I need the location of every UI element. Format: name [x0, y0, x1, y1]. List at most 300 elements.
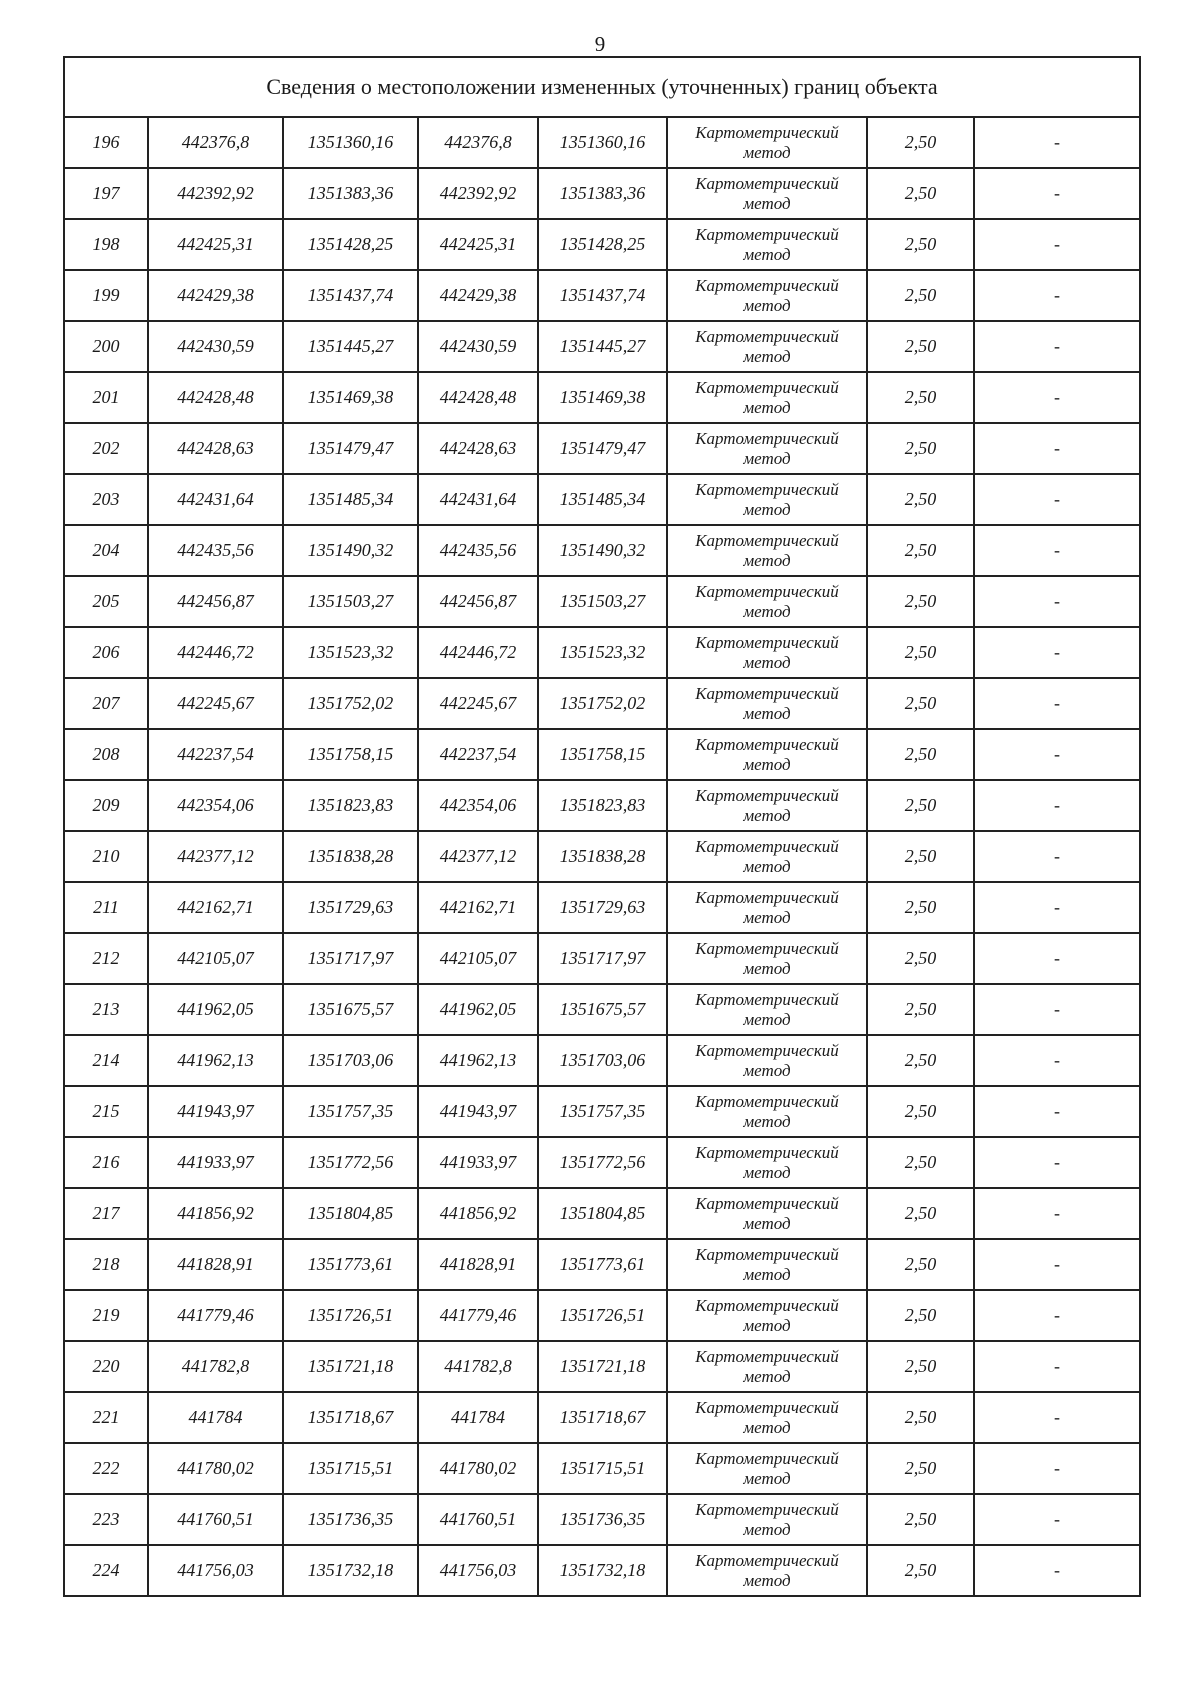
table-row	[64, 1137, 1140, 1188]
method-line-1: Картометрический	[695, 1550, 839, 1570]
method-line-2: метод	[743, 805, 791, 825]
new-y-cell: 1351675,57	[538, 984, 667, 1035]
old-y-cell: 1351757,35	[283, 1086, 418, 1137]
old-x-cell: 441760,51	[148, 1494, 283, 1545]
method-line-1: Картометрический	[695, 479, 839, 499]
new-y-cell: 1351732,18	[538, 1545, 667, 1596]
point-number-cell: 202	[64, 423, 148, 474]
precision-cell: 2,50	[867, 627, 974, 678]
new-y-cell: 1351445,27	[538, 321, 667, 372]
old-y-cell: 1351675,57	[283, 984, 418, 1035]
table-row	[64, 525, 1140, 576]
method-line-1: Картометрический	[695, 989, 839, 1009]
point-number-cell: 203	[64, 474, 148, 525]
method-cell	[667, 984, 867, 1035]
new-y-cell: 1351437,74	[538, 270, 667, 321]
note-cell: -	[974, 1239, 1140, 1290]
note-cell: -	[974, 1494, 1140, 1545]
method-cell	[667, 1086, 867, 1137]
new-x-cell: 441943,97	[418, 1086, 538, 1137]
point-number-cell: 213	[64, 984, 148, 1035]
old-y-cell: 1351523,32	[283, 627, 418, 678]
old-x-cell: 442425,31	[148, 219, 283, 270]
table-row	[64, 474, 1140, 525]
table-row	[64, 372, 1140, 423]
old-y-cell: 1351717,97	[283, 933, 418, 984]
old-y-cell: 1351804,85	[283, 1188, 418, 1239]
new-y-cell: 1351721,18	[538, 1341, 667, 1392]
old-y-cell: 1351445,27	[283, 321, 418, 372]
old-y-cell: 1351715,51	[283, 1443, 418, 1494]
note-cell: -	[974, 729, 1140, 780]
note-cell: -	[974, 933, 1140, 984]
new-y-cell: 1351757,35	[538, 1086, 667, 1137]
precision-cell: 2,50	[867, 1392, 974, 1443]
precision-cell: 2,50	[867, 525, 974, 576]
point-number-cell: 204	[64, 525, 148, 576]
old-x-cell: 441933,97	[148, 1137, 283, 1188]
new-y-cell: 1351469,38	[538, 372, 667, 423]
note-cell: -	[974, 474, 1140, 525]
new-y-cell: 1351823,83	[538, 780, 667, 831]
method-line-2: метод	[743, 703, 791, 723]
old-y-cell: 1351718,67	[283, 1392, 418, 1443]
note-cell: -	[974, 372, 1140, 423]
point-number-cell: 201	[64, 372, 148, 423]
page-number: 9	[594, 32, 606, 56]
table-title: Сведения о местоположении измененных (уточненных) границ объекта	[64, 57, 1140, 117]
precision-cell: 2,50	[867, 270, 974, 321]
method-line-1: Картометрический	[695, 122, 839, 142]
precision-cell: 2,50	[867, 882, 974, 933]
old-x-cell: 441782,8	[148, 1341, 283, 1392]
old-y-cell: 1351485,34	[283, 474, 418, 525]
method-line-1: Картометрический	[695, 1244, 839, 1264]
table-row	[64, 1086, 1140, 1137]
method-cell	[667, 1392, 867, 1443]
table-row	[64, 780, 1140, 831]
old-x-cell: 442377,12	[148, 831, 283, 882]
note-cell: -	[974, 780, 1140, 831]
table-row	[64, 1290, 1140, 1341]
old-y-cell: 1351758,15	[283, 729, 418, 780]
point-number-cell: 200	[64, 321, 148, 372]
note-cell: -	[974, 423, 1140, 474]
table-row	[64, 1494, 1140, 1545]
table-row	[64, 168, 1140, 219]
note-cell: -	[974, 984, 1140, 1035]
method-line-1: Картометрический	[695, 1397, 839, 1417]
method-line-2: метод	[743, 1315, 791, 1335]
method-cell	[667, 1290, 867, 1341]
old-x-cell: 442428,48	[148, 372, 283, 423]
method-cell	[667, 627, 867, 678]
precision-cell: 2,50	[867, 1086, 974, 1137]
table-row	[64, 627, 1140, 678]
note-cell: -	[974, 117, 1140, 168]
method-cell	[667, 729, 867, 780]
new-x-cell: 441962,05	[418, 984, 538, 1035]
method-line-1: Картометрический	[695, 1499, 839, 1519]
old-y-cell: 1351360,16	[283, 117, 418, 168]
method-line-2: метод	[743, 1009, 791, 1029]
precision-cell: 2,50	[867, 168, 974, 219]
new-y-cell: 1351383,36	[538, 168, 667, 219]
new-x-cell: 442429,38	[418, 270, 538, 321]
precision-cell: 2,50	[867, 474, 974, 525]
old-x-cell: 441962,13	[148, 1035, 283, 1086]
method-line-1: Картометрический	[695, 275, 839, 295]
note-cell: -	[974, 1086, 1140, 1137]
old-y-cell: 1351736,35	[283, 1494, 418, 1545]
method-line-2: метод	[743, 1519, 791, 1539]
method-line-1: Картометрический	[695, 632, 839, 652]
method-cell	[667, 933, 867, 984]
method-line-1: Картометрический	[695, 1193, 839, 1213]
new-y-cell: 1351736,35	[538, 1494, 667, 1545]
method-line-2: метод	[743, 1111, 791, 1131]
old-x-cell: 442431,64	[148, 474, 283, 525]
method-cell	[667, 525, 867, 576]
note-cell: -	[974, 1137, 1140, 1188]
point-number-cell: 216	[64, 1137, 148, 1188]
note-cell: -	[974, 1545, 1140, 1596]
new-x-cell: 441962,13	[418, 1035, 538, 1086]
old-y-cell: 1351383,36	[283, 168, 418, 219]
table-row	[64, 1035, 1140, 1086]
precision-cell: 2,50	[867, 1290, 974, 1341]
method-cell	[667, 372, 867, 423]
old-x-cell: 442435,56	[148, 525, 283, 576]
old-x-cell: 441779,46	[148, 1290, 283, 1341]
method-line-2: метод	[743, 601, 791, 621]
point-number-cell: 217	[64, 1188, 148, 1239]
method-line-1: Картометрический	[695, 734, 839, 754]
old-x-cell: 442376,8	[148, 117, 283, 168]
point-number-cell: 198	[64, 219, 148, 270]
old-y-cell: 1351428,25	[283, 219, 418, 270]
new-x-cell: 442428,63	[418, 423, 538, 474]
point-number-cell: 210	[64, 831, 148, 882]
old-y-cell: 1351773,61	[283, 1239, 418, 1290]
old-x-cell: 442162,71	[148, 882, 283, 933]
new-x-cell: 442162,71	[418, 882, 538, 933]
method-line-1: Картометрический	[695, 785, 839, 805]
new-y-cell: 1351773,61	[538, 1239, 667, 1290]
old-x-cell: 441756,03	[148, 1545, 283, 1596]
table-row	[64, 117, 1140, 168]
method-cell	[667, 780, 867, 831]
old-x-cell: 441856,92	[148, 1188, 283, 1239]
old-y-cell: 1351503,27	[283, 576, 418, 627]
method-cell	[667, 576, 867, 627]
precision-cell: 2,50	[867, 933, 974, 984]
method-line-2: метод	[743, 1366, 791, 1386]
old-y-cell: 1351703,06	[283, 1035, 418, 1086]
method-cell	[667, 1137, 867, 1188]
method-line-2: метод	[743, 1570, 791, 1590]
table-row	[64, 933, 1140, 984]
new-y-cell: 1351428,25	[538, 219, 667, 270]
old-x-cell: 442105,07	[148, 933, 283, 984]
new-x-cell: 441780,02	[418, 1443, 538, 1494]
old-y-cell: 1351772,56	[283, 1137, 418, 1188]
method-line-1: Картометрический	[695, 224, 839, 244]
point-number-cell: 223	[64, 1494, 148, 1545]
precision-cell: 2,50	[867, 780, 974, 831]
table-row	[64, 1239, 1140, 1290]
method-line-2: метод	[743, 295, 791, 315]
point-number-cell: 214	[64, 1035, 148, 1086]
point-number-cell: 221	[64, 1392, 148, 1443]
old-y-cell: 1351752,02	[283, 678, 418, 729]
note-cell: -	[974, 882, 1140, 933]
method-cell	[667, 423, 867, 474]
method-line-1: Картометрический	[695, 377, 839, 397]
method-cell	[667, 1035, 867, 1086]
point-number-cell: 196	[64, 117, 148, 168]
method-line-1: Картометрический	[695, 530, 839, 550]
new-y-cell: 1351523,32	[538, 627, 667, 678]
new-y-cell: 1351804,85	[538, 1188, 667, 1239]
method-line-1: Картометрический	[695, 173, 839, 193]
old-x-cell: 441784	[148, 1392, 283, 1443]
table-row	[64, 1392, 1140, 1443]
point-number-cell: 209	[64, 780, 148, 831]
new-x-cell: 441779,46	[418, 1290, 538, 1341]
method-line-2: метод	[743, 193, 791, 213]
method-line-1: Картометрический	[695, 1295, 839, 1315]
table-row	[64, 678, 1140, 729]
boundary-coordinates-table	[63, 56, 1141, 1597]
note-cell: -	[974, 678, 1140, 729]
table-row	[64, 270, 1140, 321]
method-line-2: метод	[743, 448, 791, 468]
method-line-1: Картометрический	[695, 1346, 839, 1366]
new-y-cell: 1351485,34	[538, 474, 667, 525]
note-cell: -	[974, 1443, 1140, 1494]
new-y-cell: 1351360,16	[538, 117, 667, 168]
table-row	[64, 321, 1140, 372]
old-x-cell: 442354,06	[148, 780, 283, 831]
method-line-1: Картометрический	[695, 1040, 839, 1060]
method-line-2: метод	[743, 1162, 791, 1182]
method-line-1: Картометрический	[695, 887, 839, 907]
point-number-cell: 199	[64, 270, 148, 321]
old-y-cell: 1351490,32	[283, 525, 418, 576]
precision-cell: 2,50	[867, 372, 974, 423]
new-y-cell: 1351752,02	[538, 678, 667, 729]
method-cell	[667, 270, 867, 321]
table-row	[64, 1188, 1140, 1239]
new-x-cell: 441828,91	[418, 1239, 538, 1290]
method-cell	[667, 1443, 867, 1494]
method-line-1: Картометрический	[695, 581, 839, 601]
new-x-cell: 441856,92	[418, 1188, 538, 1239]
new-x-cell: 442245,67	[418, 678, 538, 729]
new-y-cell: 1351758,15	[538, 729, 667, 780]
old-x-cell: 442245,67	[148, 678, 283, 729]
old-x-cell: 441943,97	[148, 1086, 283, 1137]
old-y-cell: 1351479,47	[283, 423, 418, 474]
precision-cell: 2,50	[867, 729, 974, 780]
method-cell	[667, 117, 867, 168]
new-x-cell: 442446,72	[418, 627, 538, 678]
method-line-2: метод	[743, 499, 791, 519]
precision-cell: 2,50	[867, 1188, 974, 1239]
method-line-2: метод	[743, 856, 791, 876]
note-cell: -	[974, 270, 1140, 321]
note-cell: -	[974, 1035, 1140, 1086]
note-cell: -	[974, 1341, 1140, 1392]
new-y-cell: 1351729,63	[538, 882, 667, 933]
table-title-row	[64, 57, 1140, 117]
method-line-2: метод	[743, 1468, 791, 1488]
old-y-cell: 1351437,74	[283, 270, 418, 321]
precision-cell: 2,50	[867, 678, 974, 729]
new-x-cell: 441760,51	[418, 1494, 538, 1545]
method-cell	[667, 219, 867, 270]
new-x-cell: 442430,59	[418, 321, 538, 372]
point-number-cell: 215	[64, 1086, 148, 1137]
old-y-cell: 1351732,18	[283, 1545, 418, 1596]
method-line-2: метод	[743, 397, 791, 417]
old-y-cell: 1351729,63	[283, 882, 418, 933]
new-y-cell: 1351703,06	[538, 1035, 667, 1086]
precision-cell: 2,50	[867, 1035, 974, 1086]
precision-cell: 2,50	[867, 1137, 974, 1188]
precision-cell: 2,50	[867, 1341, 974, 1392]
point-number-cell: 208	[64, 729, 148, 780]
method-cell	[667, 168, 867, 219]
new-x-cell: 442431,64	[418, 474, 538, 525]
table-row	[64, 882, 1140, 933]
point-number-cell: 197	[64, 168, 148, 219]
old-y-cell: 1351838,28	[283, 831, 418, 882]
table-row	[64, 1545, 1140, 1596]
new-y-cell: 1351503,27	[538, 576, 667, 627]
note-cell: -	[974, 1290, 1140, 1341]
old-x-cell: 442429,38	[148, 270, 283, 321]
method-line-2: метод	[743, 142, 791, 162]
old-x-cell: 441780,02	[148, 1443, 283, 1494]
new-y-cell: 1351479,47	[538, 423, 667, 474]
method-line-1: Картометрический	[695, 938, 839, 958]
method-line-1: Картометрический	[695, 326, 839, 346]
method-line-2: метод	[743, 1417, 791, 1437]
method-line-1: Картометрический	[695, 1142, 839, 1162]
note-cell: -	[974, 219, 1140, 270]
point-number-cell: 220	[64, 1341, 148, 1392]
method-line-1: Картометрический	[695, 1091, 839, 1111]
method-cell	[667, 474, 867, 525]
new-y-cell: 1351772,56	[538, 1137, 667, 1188]
point-number-cell: 206	[64, 627, 148, 678]
method-cell	[667, 1545, 867, 1596]
method-line-2: метод	[743, 907, 791, 927]
old-x-cell: 442446,72	[148, 627, 283, 678]
table-row	[64, 1341, 1140, 1392]
new-x-cell: 442105,07	[418, 933, 538, 984]
method-cell	[667, 1239, 867, 1290]
old-y-cell: 1351726,51	[283, 1290, 418, 1341]
method-line-2: метод	[743, 652, 791, 672]
new-y-cell: 1351838,28	[538, 831, 667, 882]
precision-cell: 2,50	[867, 984, 974, 1035]
new-x-cell: 442377,12	[418, 831, 538, 882]
method-cell	[667, 1188, 867, 1239]
new-x-cell: 441756,03	[418, 1545, 538, 1596]
note-cell: -	[974, 831, 1140, 882]
new-x-cell: 441784	[418, 1392, 538, 1443]
old-y-cell: 1351721,18	[283, 1341, 418, 1392]
new-x-cell: 442237,54	[418, 729, 538, 780]
method-line-2: метод	[743, 1060, 791, 1080]
note-cell: -	[974, 1188, 1140, 1239]
new-x-cell: 442456,87	[418, 576, 538, 627]
method-line-2: метод	[743, 754, 791, 774]
method-cell	[667, 321, 867, 372]
table-row	[64, 984, 1140, 1035]
new-x-cell: 442392,92	[418, 168, 538, 219]
note-cell: -	[974, 168, 1140, 219]
table-row	[64, 576, 1140, 627]
new-x-cell: 442354,06	[418, 780, 538, 831]
method-cell	[667, 1494, 867, 1545]
method-cell	[667, 831, 867, 882]
precision-cell: 2,50	[867, 1545, 974, 1596]
method-line-2: метод	[743, 1213, 791, 1233]
method-line-2: метод	[743, 550, 791, 570]
method-line-1: Картометрический	[695, 683, 839, 703]
point-number-cell: 205	[64, 576, 148, 627]
point-number-cell: 212	[64, 933, 148, 984]
method-line-1: Картометрический	[695, 428, 839, 448]
old-x-cell: 442392,92	[148, 168, 283, 219]
method-cell	[667, 882, 867, 933]
table-row	[64, 1443, 1140, 1494]
point-number-cell: 222	[64, 1443, 148, 1494]
point-number-cell: 211	[64, 882, 148, 933]
old-y-cell: 1351823,83	[283, 780, 418, 831]
point-number-cell: 207	[64, 678, 148, 729]
table-row	[64, 729, 1140, 780]
new-x-cell: 441782,8	[418, 1341, 538, 1392]
new-y-cell: 1351490,32	[538, 525, 667, 576]
method-line-2: метод	[743, 346, 791, 366]
method-line-1: Картометрический	[695, 1448, 839, 1468]
new-x-cell: 442428,48	[418, 372, 538, 423]
precision-cell: 2,50	[867, 1239, 974, 1290]
note-cell: -	[974, 576, 1140, 627]
precision-cell: 2,50	[867, 1494, 974, 1545]
old-x-cell: 442237,54	[148, 729, 283, 780]
old-x-cell: 442428,63	[148, 423, 283, 474]
new-x-cell: 442435,56	[418, 525, 538, 576]
method-line-1: Картометрический	[695, 836, 839, 856]
precision-cell: 2,50	[867, 117, 974, 168]
table-row	[64, 423, 1140, 474]
point-number-cell: 218	[64, 1239, 148, 1290]
method-line-2: метод	[743, 244, 791, 264]
precision-cell: 2,50	[867, 423, 974, 474]
table-row	[64, 831, 1140, 882]
table-row	[64, 219, 1140, 270]
new-x-cell: 442425,31	[418, 219, 538, 270]
old-x-cell: 442430,59	[148, 321, 283, 372]
note-cell: -	[974, 627, 1140, 678]
method-cell	[667, 1341, 867, 1392]
